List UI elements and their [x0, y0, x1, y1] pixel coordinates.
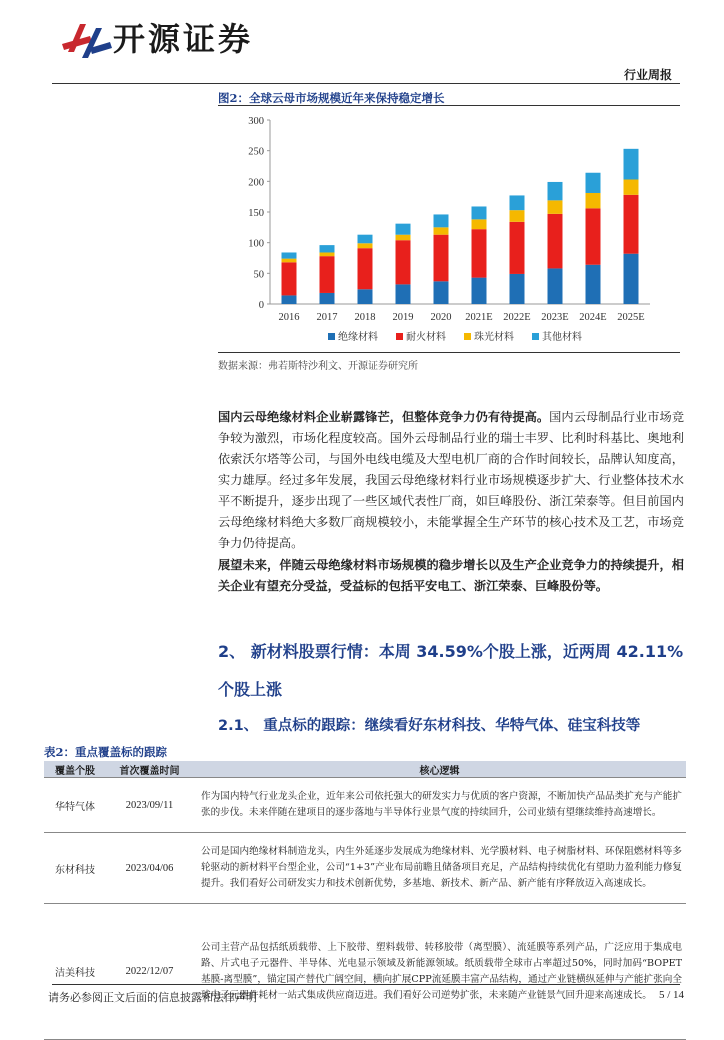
table-row	[44, 904, 686, 1040]
bar-segment	[548, 182, 563, 200]
table-header-row	[44, 761, 686, 778]
company-name: 开源证券	[113, 20, 254, 58]
x-tick-label: 2025E	[617, 312, 645, 323]
report-type-label: 行业周报	[623, 68, 672, 82]
bar-segment	[586, 265, 601, 304]
bar-segment	[510, 274, 525, 304]
bar-segment	[282, 262, 297, 295]
bar-segment	[510, 222, 525, 274]
row-stock: 华特气体	[44, 778, 106, 833]
bar-segment	[548, 200, 563, 213]
page-number: 5 / 14	[658, 989, 684, 1001]
bar-segment	[472, 278, 487, 304]
x-tick-label: 2018	[354, 312, 376, 323]
bar-segment	[396, 224, 411, 235]
bar-segment	[434, 281, 449, 304]
bar-segment	[586, 208, 601, 264]
table-row	[44, 778, 686, 833]
bar-segment	[396, 235, 411, 241]
figure-top-rule	[218, 105, 680, 106]
paragraph-competition-lead: 国内云母绝缘材料企业崭露锋芒，但整体竞争力仍有待提高。	[218, 410, 550, 424]
x-tick-label: 2022E	[503, 312, 531, 323]
company-logo	[60, 18, 120, 64]
table-row	[44, 833, 686, 904]
bar-segment	[624, 195, 639, 254]
row-date: 2023/04/06	[106, 833, 193, 904]
bar-segment	[624, 179, 639, 194]
figure-source: 数据来源：弗若斯特沙利文、开源证券研究所	[218, 361, 418, 372]
table-title: 表2：重点覆盖标的跟踪	[44, 745, 168, 759]
x-tick-label: 2023E	[541, 312, 569, 323]
row-logic: 公司主营产品包括纸质载带、上下胶带、塑料载带、转移胶带（离型膜）、流延膜等系列产品，广泛应用于集成电路、片式电子元器件、半导体、光电显示领域及新能源领域。纸质载带全球市占率超过50%，同时加码“BOPET基膜-离型膜”，锚定国产替代广阔空间，横向扩展CPP流延膜丰富产品结构，通过产业链横纵延伸与产能扩张向全球电子元器件耗材一站式集成供应商迈进。我们看好公司逆势扩张，未来随产业链景气回升迎来高速成长。	[193, 904, 686, 1040]
y-tick-label: 300	[248, 116, 264, 127]
x-tick-label: 2021E	[465, 312, 493, 323]
header-logic: 核心逻辑	[193, 761, 686, 778]
bar-segment	[396, 240, 411, 284]
bar-segment	[472, 229, 487, 277]
row-stock: 东材科技	[44, 833, 106, 904]
bar-segment	[396, 284, 411, 304]
paragraph-outlook-text: 展望未来，伴随云母绝缘材料市场规模的稳步增长以及生产企业竞争力的持续提升，相关企业有望充分受益，受益标的包括平安电工、浙江荣泰、巨峰股份等。	[218, 558, 684, 593]
bar-segment	[320, 245, 335, 252]
paragraph-outlook	[218, 555, 684, 597]
bar-segment	[282, 259, 297, 263]
y-tick-label: 200	[248, 177, 264, 189]
row-date: 2023/09/11	[106, 778, 193, 833]
bar-segment	[548, 214, 563, 269]
bar-segment	[434, 227, 449, 234]
bar-segment	[434, 214, 449, 227]
bar-segment	[358, 248, 373, 289]
bar-segment	[320, 252, 335, 256]
legend-label: 其他材料	[542, 332, 582, 343]
bar-segment	[586, 193, 601, 208]
paragraph-competition	[218, 407, 684, 554]
x-tick-label: 2024E	[579, 312, 607, 323]
x-tick-label: 2016	[278, 312, 300, 323]
legend-swatch	[328, 333, 335, 340]
x-tick-label: 2019	[392, 312, 414, 323]
row-stock: 洁美科技	[44, 904, 106, 1040]
x-tick-label: 2017	[316, 312, 338, 323]
bar-segment	[320, 256, 335, 293]
figure-title: 图2：全球云母市场规模近年来保持稳定增长	[218, 91, 445, 105]
bar-segment	[358, 289, 373, 304]
legend-swatch	[464, 333, 471, 340]
bar-segment	[472, 206, 487, 219]
legend-label: 耐火材料	[406, 332, 446, 343]
header-divider	[52, 83, 680, 84]
header-date: 首次覆盖时间	[106, 761, 193, 778]
bar-segment	[624, 254, 639, 304]
bar-segment	[320, 293, 335, 304]
subsection-heading: 2.1、 重点标的跟踪：继续看好东材科技、华特气体、硅宝科技等	[218, 718, 641, 734]
bar-segment	[282, 252, 297, 258]
row-date: 2022/12/07	[106, 904, 193, 1040]
bar-segment	[624, 149, 639, 180]
y-tick-label: 50	[253, 269, 264, 281]
legend-swatch	[532, 333, 539, 340]
legend-label: 绝缘材料	[338, 332, 378, 343]
footer-disclaimer: 请务必参阅正文后面的信息披露和法律声明	[48, 991, 257, 1004]
bar-segment	[586, 173, 601, 193]
legend-swatch	[396, 333, 403, 340]
row-logic: 作为国内特气行业龙头企业，近年来公司依托强大的研发实力与优质的客户资源，不断加快产品品类扩充与产能扩张的步伐。未来伴随在建项目的逐步落地与半导体行业景气度的持续回升，公司业绩有望继续维持高速增长。	[193, 778, 686, 833]
bar-segment	[358, 235, 373, 244]
bar-segment	[282, 295, 297, 304]
y-tick-label: 150	[248, 208, 264, 219]
bar-segment	[548, 268, 563, 304]
section-heading-line1: 2、 新材料股票行情：本周 34.59%个股上涨，近两周 42.11%	[218, 642, 684, 661]
section-heading-line2: 个股上涨	[218, 680, 283, 699]
x-tick-label: 2020	[430, 312, 452, 323]
bar-segment	[358, 243, 373, 248]
bar-segment	[472, 219, 487, 229]
y-tick-label: 250	[248, 146, 264, 158]
footer-divider	[52, 984, 680, 985]
bar-segment	[510, 195, 525, 210]
bar-segment	[510, 210, 525, 222]
y-tick-label: 100	[248, 238, 264, 250]
paragraph-competition-text: 国内云母制品行业市场竞争较为激烈，市场化程度较高。国外云母制品行业的瑞士丰罗、比利时科基比、奥地利依索沃尔塔等公司，与国外电线电缆及大型电机厂商的合作时间较长，品牌认知度高，实力雄厚。经过多年发展，我国云母绝缘材料行业市场规模逐步扩大、行业整体技术水平不断提升，逐步出现了一些区域代表性厂商，如巨峰股份、浙江荣泰等。但目前国内云母绝缘材料绝大多数厂商规模较小，未能掌握全生产环节的核心技术及工艺，市场竞争力仍待提高。	[218, 410, 685, 550]
header-stock: 覆盖个股	[44, 761, 106, 778]
row-logic: 公司是国内绝缘材料制造龙头，内生外延逐步发展成为绝缘材料、光学膜材料、电子树脂材料、环保阻燃材料等多轮驱动的新材料平台型企业，公司“1+3”产业布局前瞻且储备项目充足，产品结构持续优化有望助力盈利能力修复提升。我们看好公司研发实力和技术创新优势，多基地、新技术、新产品、新产能有序释放迈入高速成长。	[193, 833, 686, 904]
legend-label: 珠光材料	[474, 332, 514, 343]
market-size-chart	[218, 108, 686, 348]
y-tick-label: 0	[258, 300, 264, 311]
figure-bottom-rule	[218, 352, 680, 353]
bar-segment	[434, 235, 449, 282]
